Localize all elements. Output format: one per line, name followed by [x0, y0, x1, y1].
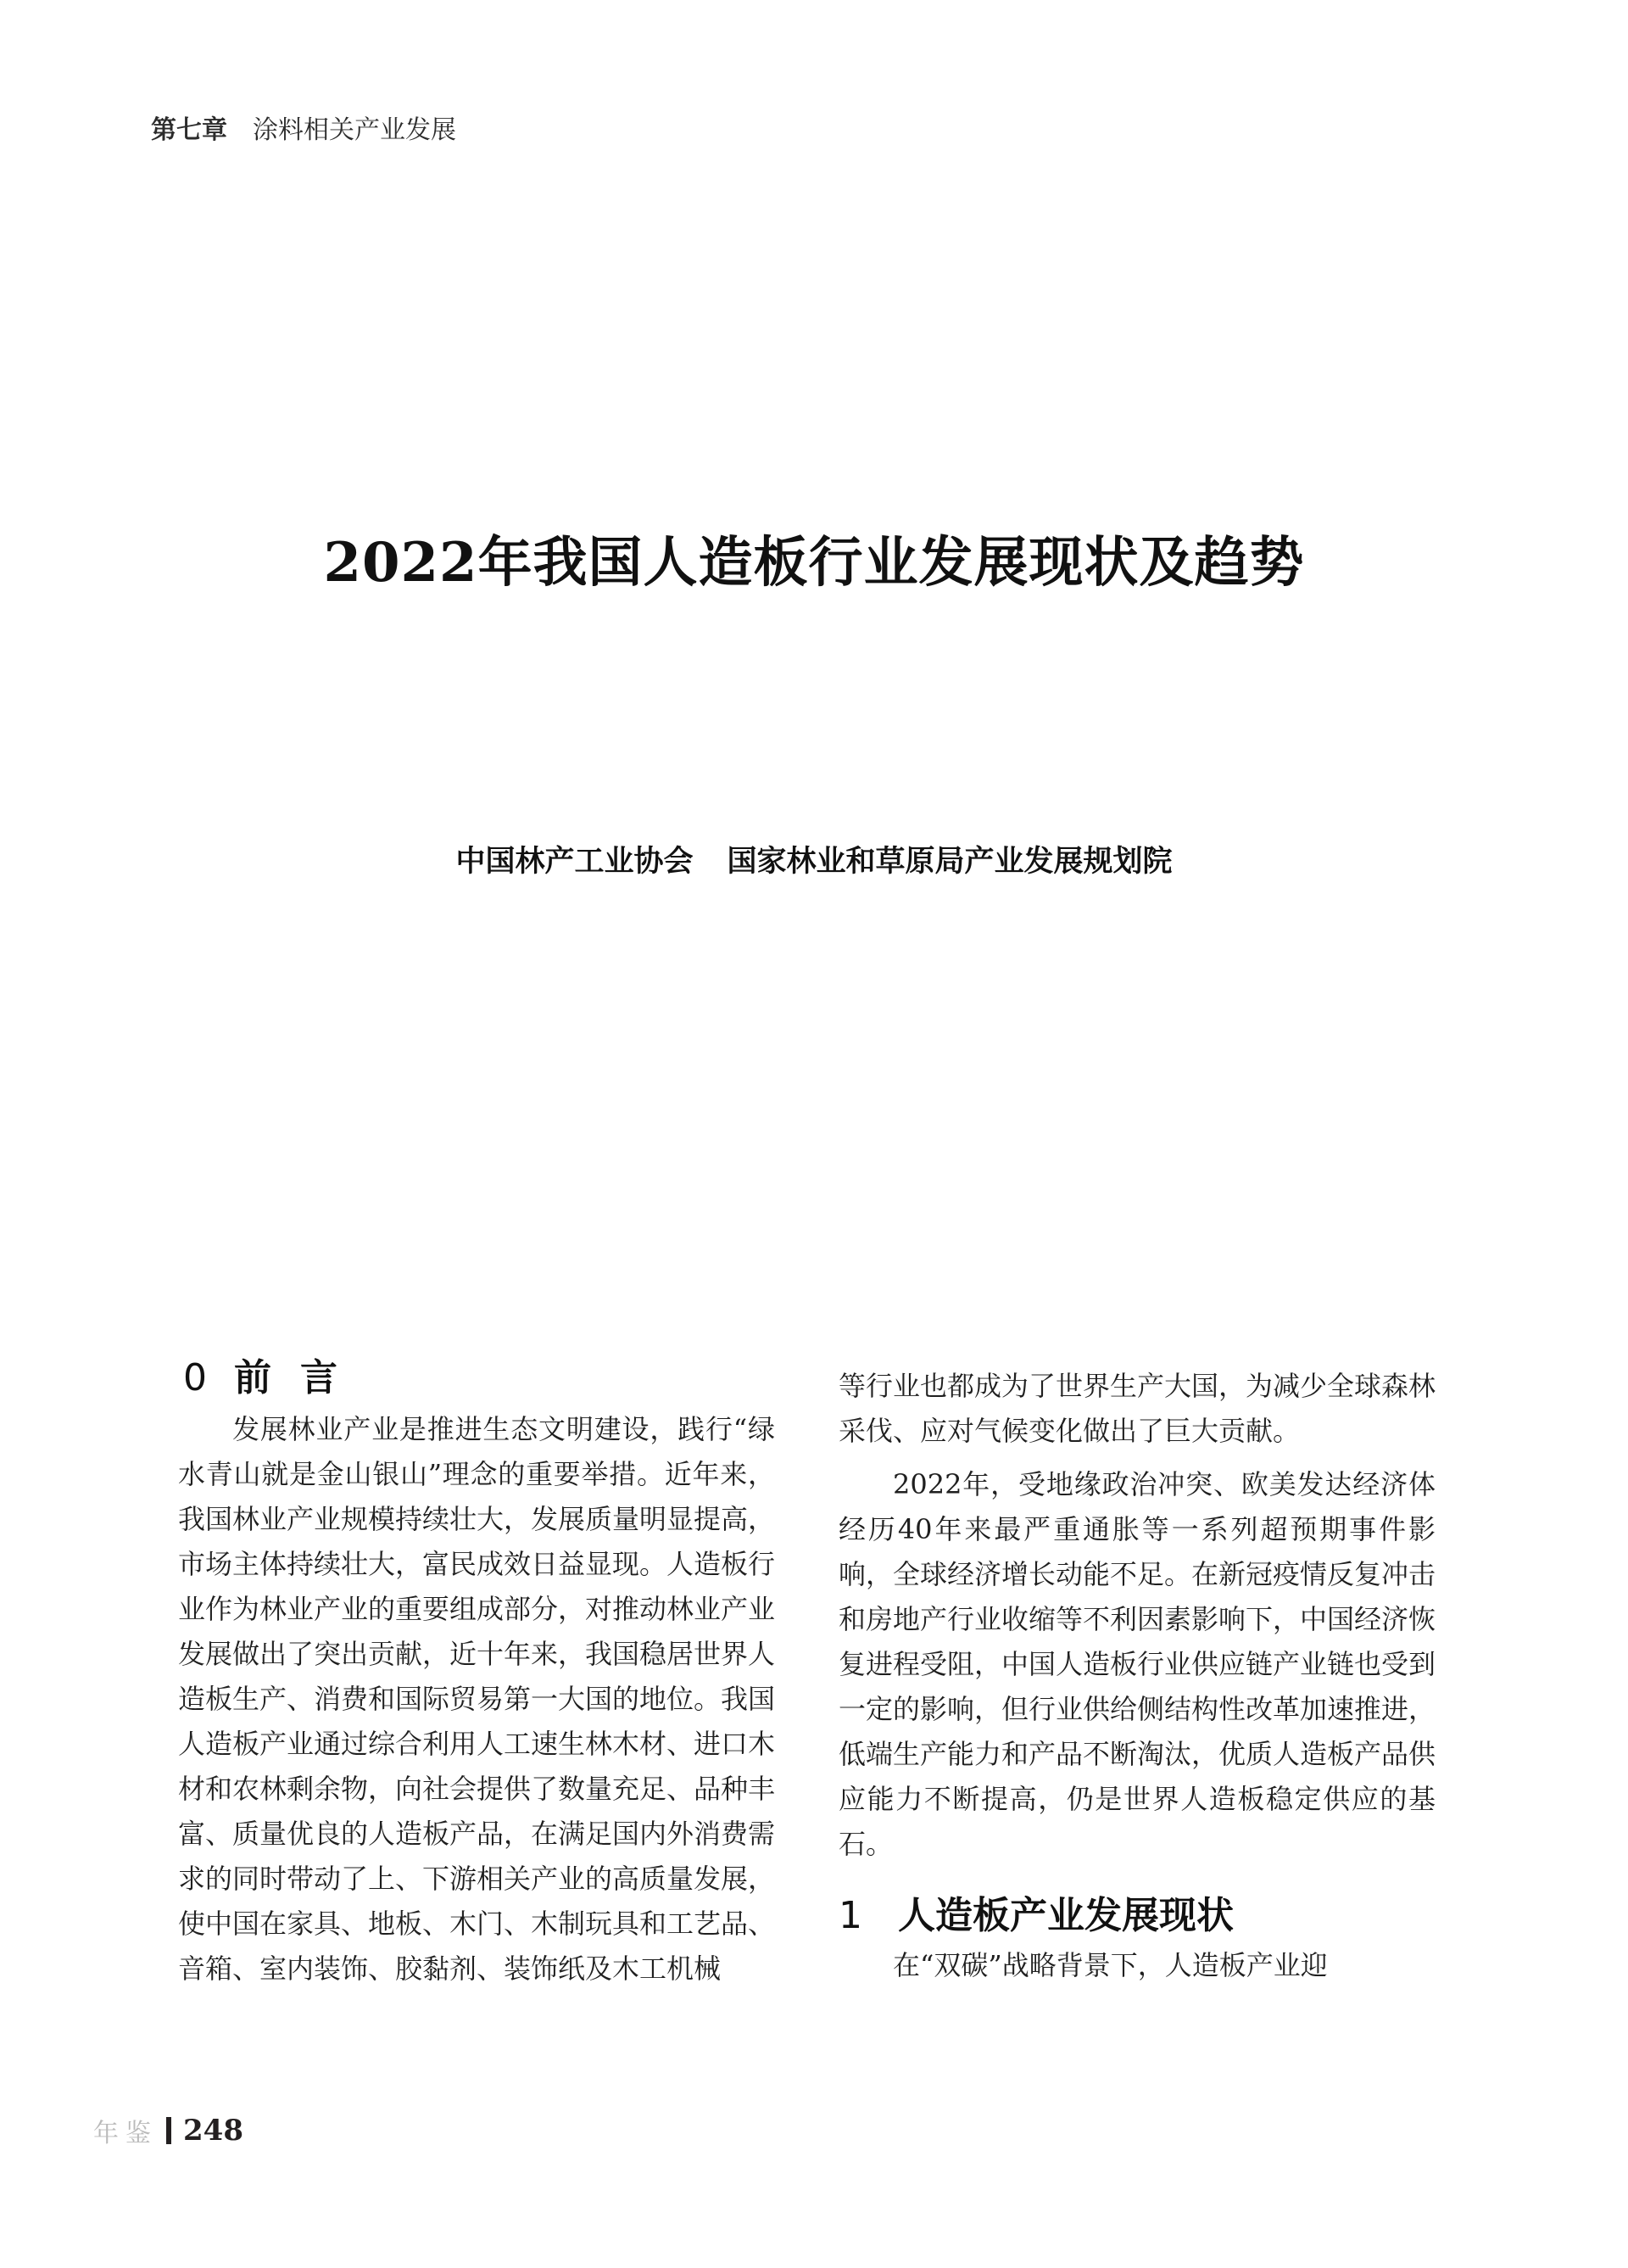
page-footer: [93, 2112, 243, 2149]
footer-book-name: 年鉴: [93, 2119, 158, 2148]
author-line: [0, 838, 1628, 880]
section-0-paragraph-2: 2022年，受地缘政治冲突、欧美发达经济体经历40年来最严重通胀等一系列超预期事件影响，全球经济增长动能不足。在新冠疫情反复冲击和房地产行业收缩等不利因素影响下，中国经济恢复进程受阻，中国人造板行业供应链产业链也受到一定的影响，但行业供给侧结构性改革加速推进，低端生产能力和产品不断淘汰，优质人造板产品供应能力不断提高，仍是世界人造板稳定供应的基石。: [839, 1468, 1436, 1860]
section-1-heading: [839, 1891, 1436, 1941]
section-0-paragraph-1-continued: 等行业也都成为了世界生产大国，为减少全球森林采伐、应对气候变化做出了巨大贡献。: [839, 1370, 1436, 1447]
section-1-paragraph-1: 在“双碳”战略背景下，人造板产业迎: [893, 1949, 1328, 1981]
chapter-title: 涂料相关产业发展: [253, 115, 456, 145]
section-1-title: 人造板产业发展现状: [898, 1894, 1234, 1937]
section-0-paragraph-1: 发展林业产业是推进生态文明建设，践行“绿水青山就是金山银山”理念的重要举措。近年来，我国林业产业规模持续壮大，发展质量明显提高，市场主体持续壮大，富民成效日益显现。人造板行业作为林业产业的重要组成部分，对推动林业产业发展做出了突出贡献，近十年来，我国稳居世界人造板生产、消费和国际贸易第一大国的地位。我国人造板产业通过综合利用人工速生林木材、进口木材和农林剩余物，向社会提供了数量充足、品种丰富、质量优良的人造板产品，在满足国内外消费需求的同时带动了上、下游相关产业的高质量发展，使中国在家具、地板、木门、木制玩具和工艺品、音箱、室内装饰、胶黏剂、装饰纸及木工机械: [178, 1413, 776, 1985]
page-number: 248: [183, 2114, 243, 2148]
section-0-number: 0: [183, 1356, 207, 1399]
author-org-2: 国家林业和草原局产业发展规划院: [727, 845, 1173, 879]
running-head: [151, 109, 456, 146]
section-1-number: 1: [839, 1894, 862, 1937]
right-column: [839, 1364, 1436, 1988]
section-0-heading: [183, 1353, 775, 1404]
footer-separator-bar: [166, 2117, 171, 2144]
article-title: 2022年我国人造板行业发展现状及趋势: [323, 531, 1305, 595]
section-0-title: 前言: [234, 1356, 366, 1399]
left-column: [178, 1353, 775, 1991]
author-org-1: 中国林产工业协会: [455, 845, 694, 879]
chapter-number: 第七章: [151, 115, 227, 145]
